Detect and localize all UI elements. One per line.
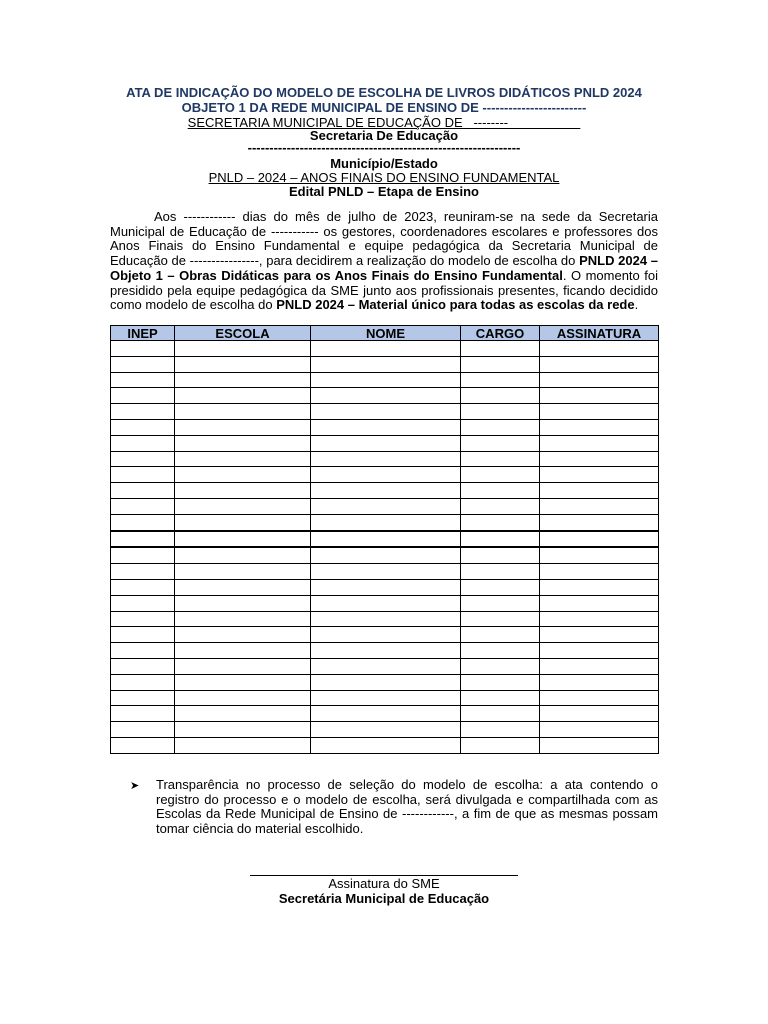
table-cell[interactable]: [540, 372, 659, 388]
table-cell[interactable]: [311, 627, 461, 643]
table-cell[interactable]: [175, 451, 311, 467]
table-cell[interactable]: [540, 435, 659, 451]
table-row: [111, 564, 659, 580]
table-cell[interactable]: [311, 372, 461, 388]
table-cell[interactable]: [311, 674, 461, 690]
table-cell[interactable]: [311, 356, 461, 372]
table-cell[interactable]: [175, 547, 311, 563]
table-cell[interactable]: [461, 451, 540, 467]
table-cell[interactable]: [111, 531, 175, 548]
table-row: [111, 658, 659, 674]
table-cell[interactable]: [111, 514, 175, 530]
secretaria-line-text: SECRETARIA MUNICIPAL DE EDUCAÇÃO DE --------: [187, 115, 581, 130]
municipio-estado: Município/Estado: [330, 156, 438, 171]
table-row: [111, 579, 659, 595]
table-cell[interactable]: [111, 404, 175, 420]
table-cell[interactable]: [175, 404, 311, 420]
table-cell[interactable]: [461, 388, 540, 404]
table-cell[interactable]: [311, 483, 461, 499]
table-cell[interactable]: [175, 498, 311, 514]
table-row: [111, 467, 659, 483]
table-cell[interactable]: [461, 547, 540, 563]
table-cell[interactable]: [311, 706, 461, 722]
table-row: [111, 611, 659, 627]
table-row: [111, 722, 659, 738]
table-cell[interactable]: [111, 419, 175, 435]
table-cell[interactable]: [175, 467, 311, 483]
table-cell[interactable]: [461, 419, 540, 435]
table-cell[interactable]: [175, 483, 311, 499]
table-cell[interactable]: [461, 674, 540, 690]
table-cell[interactable]: [111, 498, 175, 514]
table-cell[interactable]: [461, 467, 540, 483]
table-row: [111, 595, 659, 611]
table-cell[interactable]: [111, 564, 175, 580]
table-cell[interactable]: [311, 643, 461, 659]
attendance-table: [110, 325, 659, 754]
table-header-row: [111, 326, 659, 341]
table-cell[interactable]: [175, 419, 311, 435]
table-row: [111, 435, 659, 451]
table-cell[interactable]: [540, 547, 659, 563]
table-cell[interactable]: [111, 706, 175, 722]
document-title-line-1: ATA DE INDICAÇÃO DO MODELO DE ESCOLHA DE LIVROS DIDÁTICOS PNLD 2024: [126, 85, 642, 100]
table-row: [111, 690, 659, 706]
table-cell[interactable]: [175, 372, 311, 388]
table-row: [111, 419, 659, 435]
table-cell[interactable]: [540, 706, 659, 722]
paragraph-text-2: . O momento foi presidido pela equipe pedagógica da SME junto aos profissionais presentes, ficando decidido como modelo de escolha do: [110, 267, 658, 313]
table-cell[interactable]: [175, 435, 311, 451]
table-cell[interactable]: [461, 595, 540, 611]
table-cell[interactable]: [311, 404, 461, 420]
table-cell[interactable]: [540, 722, 659, 738]
table-cell[interactable]: [175, 564, 311, 580]
secretaria-name: Secretaria De Educação: [309, 128, 459, 143]
table-cell[interactable]: [540, 737, 659, 753]
table-row: [111, 356, 659, 372]
table-cell[interactable]: [540, 356, 659, 372]
table-cell[interactable]: [111, 372, 175, 388]
table-cell[interactable]: [461, 404, 540, 420]
table-row: [111, 388, 659, 404]
table-cell[interactable]: [461, 627, 540, 643]
table-cell[interactable]: [540, 690, 659, 706]
table-cell[interactable]: [311, 498, 461, 514]
signature-label: Assinatura do SME: [328, 876, 440, 891]
table-cell[interactable]: [540, 579, 659, 595]
table-cell[interactable]: [311, 579, 461, 595]
table-cell[interactable]: [311, 451, 461, 467]
arrow-bullet-icon: ➤: [130, 780, 140, 792]
table-cell[interactable]: [175, 627, 311, 643]
table-cell[interactable]: [175, 706, 311, 722]
table-cell[interactable]: [311, 737, 461, 753]
table-cell[interactable]: [311, 467, 461, 483]
table-cell[interactable]: [540, 611, 659, 627]
table-cell[interactable]: [461, 690, 540, 706]
table-row: [111, 547, 659, 563]
minutes-paragraph: [110, 210, 658, 313]
table-cell[interactable]: [461, 356, 540, 372]
table-cell[interactable]: [461, 435, 540, 451]
table-cell[interactable]: [175, 690, 311, 706]
table-cell[interactable]: [311, 547, 461, 563]
header-assinatura: ASSINATURA: [540, 326, 659, 341]
table-cell[interactable]: [540, 498, 659, 514]
dash-line: ---------------------------------------------------------------: [247, 140, 521, 155]
table-row: [111, 531, 659, 548]
table-cell[interactable]: [175, 643, 311, 659]
table-cell[interactable]: [111, 722, 175, 738]
table-row: [111, 514, 659, 530]
table-row: [111, 404, 659, 420]
paragraph-text-3: .: [634, 297, 639, 313]
header-cargo: CARGO: [461, 326, 540, 341]
table-cell[interactable]: [111, 658, 175, 674]
table-cell[interactable]: [175, 341, 311, 357]
table-cell[interactable]: [311, 722, 461, 738]
table-cell[interactable]: [311, 531, 461, 548]
table-cell[interactable]: [111, 627, 175, 643]
table-cell[interactable]: [111, 341, 175, 357]
table-cell[interactable]: [461, 611, 540, 627]
table-cell[interactable]: [175, 595, 311, 611]
table-cell[interactable]: [540, 564, 659, 580]
table-cell[interactable]: [111, 737, 175, 753]
table-cell[interactable]: [540, 531, 659, 548]
table-cell[interactable]: [461, 514, 540, 530]
table-cell[interactable]: [175, 388, 311, 404]
table-cell[interactable]: [540, 483, 659, 499]
signature-title: Secretária Municipal de Educação: [278, 891, 490, 906]
table-row: [111, 451, 659, 467]
table-cell[interactable]: [311, 514, 461, 530]
table-cell[interactable]: [461, 658, 540, 674]
paragraph-bold-1: PNLD 2024 – Objeto 1 – Obras Didáticas para os Anos Finais do Ensino Fundamental: [110, 253, 659, 283]
table-cell[interactable]: [311, 690, 461, 706]
table-cell[interactable]: [461, 722, 540, 738]
table-cell[interactable]: [111, 595, 175, 611]
table-cell[interactable]: [311, 341, 461, 357]
paragraph-text-1: Aos ------------ dias do mês de julho de 2023, reuniram-se na sede da Secretaria Municipal de Educação de ----------- os gestores, coordenadores escolares e professores dos Anos Finais do Ensino Fundamental e equipe pedagógica da Secretaria Municipal de Educação de ----------------, para decidirem a realização do modelo de escolha do: [110, 209, 658, 269]
table-cell[interactable]: [111, 611, 175, 627]
table-row: [111, 341, 659, 357]
table-cell[interactable]: [461, 564, 540, 580]
table-cell[interactable]: [540, 341, 659, 357]
table-cell[interactable]: [461, 643, 540, 659]
table-cell[interactable]: [175, 722, 311, 738]
table-cell[interactable]: [540, 419, 659, 435]
table-cell[interactable]: [540, 658, 659, 674]
table-cell[interactable]: [111, 451, 175, 467]
table-body: [111, 341, 659, 754]
table-cell[interactable]: [311, 595, 461, 611]
table-cell[interactable]: [175, 737, 311, 753]
table-cell[interactable]: [175, 531, 311, 548]
table-cell[interactable]: [111, 356, 175, 372]
table-row: [111, 737, 659, 753]
table-cell[interactable]: [111, 643, 175, 659]
table-cell[interactable]: [540, 514, 659, 530]
table-cell[interactable]: [111, 483, 175, 499]
table-cell[interactable]: [175, 658, 311, 674]
table-cell[interactable]: [111, 435, 175, 451]
table-row: [111, 498, 659, 514]
table-cell[interactable]: [311, 611, 461, 627]
table-row: [111, 706, 659, 722]
table-cell[interactable]: [175, 611, 311, 627]
pnld-line: [0, 170, 768, 185]
table-cell[interactable]: [461, 341, 540, 357]
table-cell[interactable]: [461, 579, 540, 595]
table-cell[interactable]: [461, 498, 540, 514]
table-cell[interactable]: [175, 514, 311, 530]
table-cell[interactable]: [111, 579, 175, 595]
table-row: [111, 674, 659, 690]
header-inep: INEP: [111, 326, 175, 341]
table-cell[interactable]: [111, 674, 175, 690]
table-row: [111, 627, 659, 643]
table-cell[interactable]: [175, 579, 311, 595]
bullet-text: Transparência no processo de seleção do modelo de escolha: a ata contendo o registro do processo e o modelo de escolha, será divulgada e compartilhada com as Escolas da Rede Municipal de Ensino de ------------, a fim de que as mesmas possam tomar ciência do material escolhido.: [156, 777, 658, 837]
pnld-line-text: PNLD – 2024 – ANOS FINAIS DO ENSINO FUNDAMENTAL: [208, 170, 560, 185]
table-cell[interactable]: [111, 467, 175, 483]
table-cell[interactable]: [175, 356, 311, 372]
table-cell[interactable]: [540, 467, 659, 483]
document-title-line-2: OBJETO 1 DA REDE MUNICIPAL DE ENSINO DE ------------------------: [181, 100, 587, 115]
table-row: [111, 372, 659, 388]
table-cell[interactable]: [175, 674, 311, 690]
table-cell[interactable]: [461, 531, 540, 548]
table-cell[interactable]: [461, 483, 540, 499]
table-cell[interactable]: [540, 404, 659, 420]
table-cell[interactable]: [111, 388, 175, 404]
table-cell[interactable]: [311, 658, 461, 674]
paragraph-bold-2: PNLD 2024 – Material único para todas as escolas da rede: [276, 297, 635, 313]
table-cell[interactable]: [540, 595, 659, 611]
table-cell[interactable]: [540, 674, 659, 690]
table-cell[interactable]: [540, 643, 659, 659]
header-nome: NOME: [311, 326, 461, 341]
table-row: [111, 643, 659, 659]
table-cell[interactable]: [311, 388, 461, 404]
table-cell[interactable]: [311, 564, 461, 580]
table-cell[interactable]: [311, 435, 461, 451]
table-cell[interactable]: [461, 372, 540, 388]
transparency-bullet: [130, 778, 658, 837]
table-cell[interactable]: [540, 627, 659, 643]
header-escola: ESCOLA: [175, 326, 311, 341]
table-cell[interactable]: [540, 451, 659, 467]
table-cell[interactable]: [540, 388, 659, 404]
table-cell[interactable]: [461, 737, 540, 753]
table-cell[interactable]: [111, 690, 175, 706]
table-cell[interactable]: [311, 419, 461, 435]
table-row: [111, 483, 659, 499]
edital-line: Edital PNLD – Etapa de Ensino: [289, 184, 479, 199]
table-cell[interactable]: [461, 706, 540, 722]
table-cell[interactable]: [111, 547, 175, 563]
